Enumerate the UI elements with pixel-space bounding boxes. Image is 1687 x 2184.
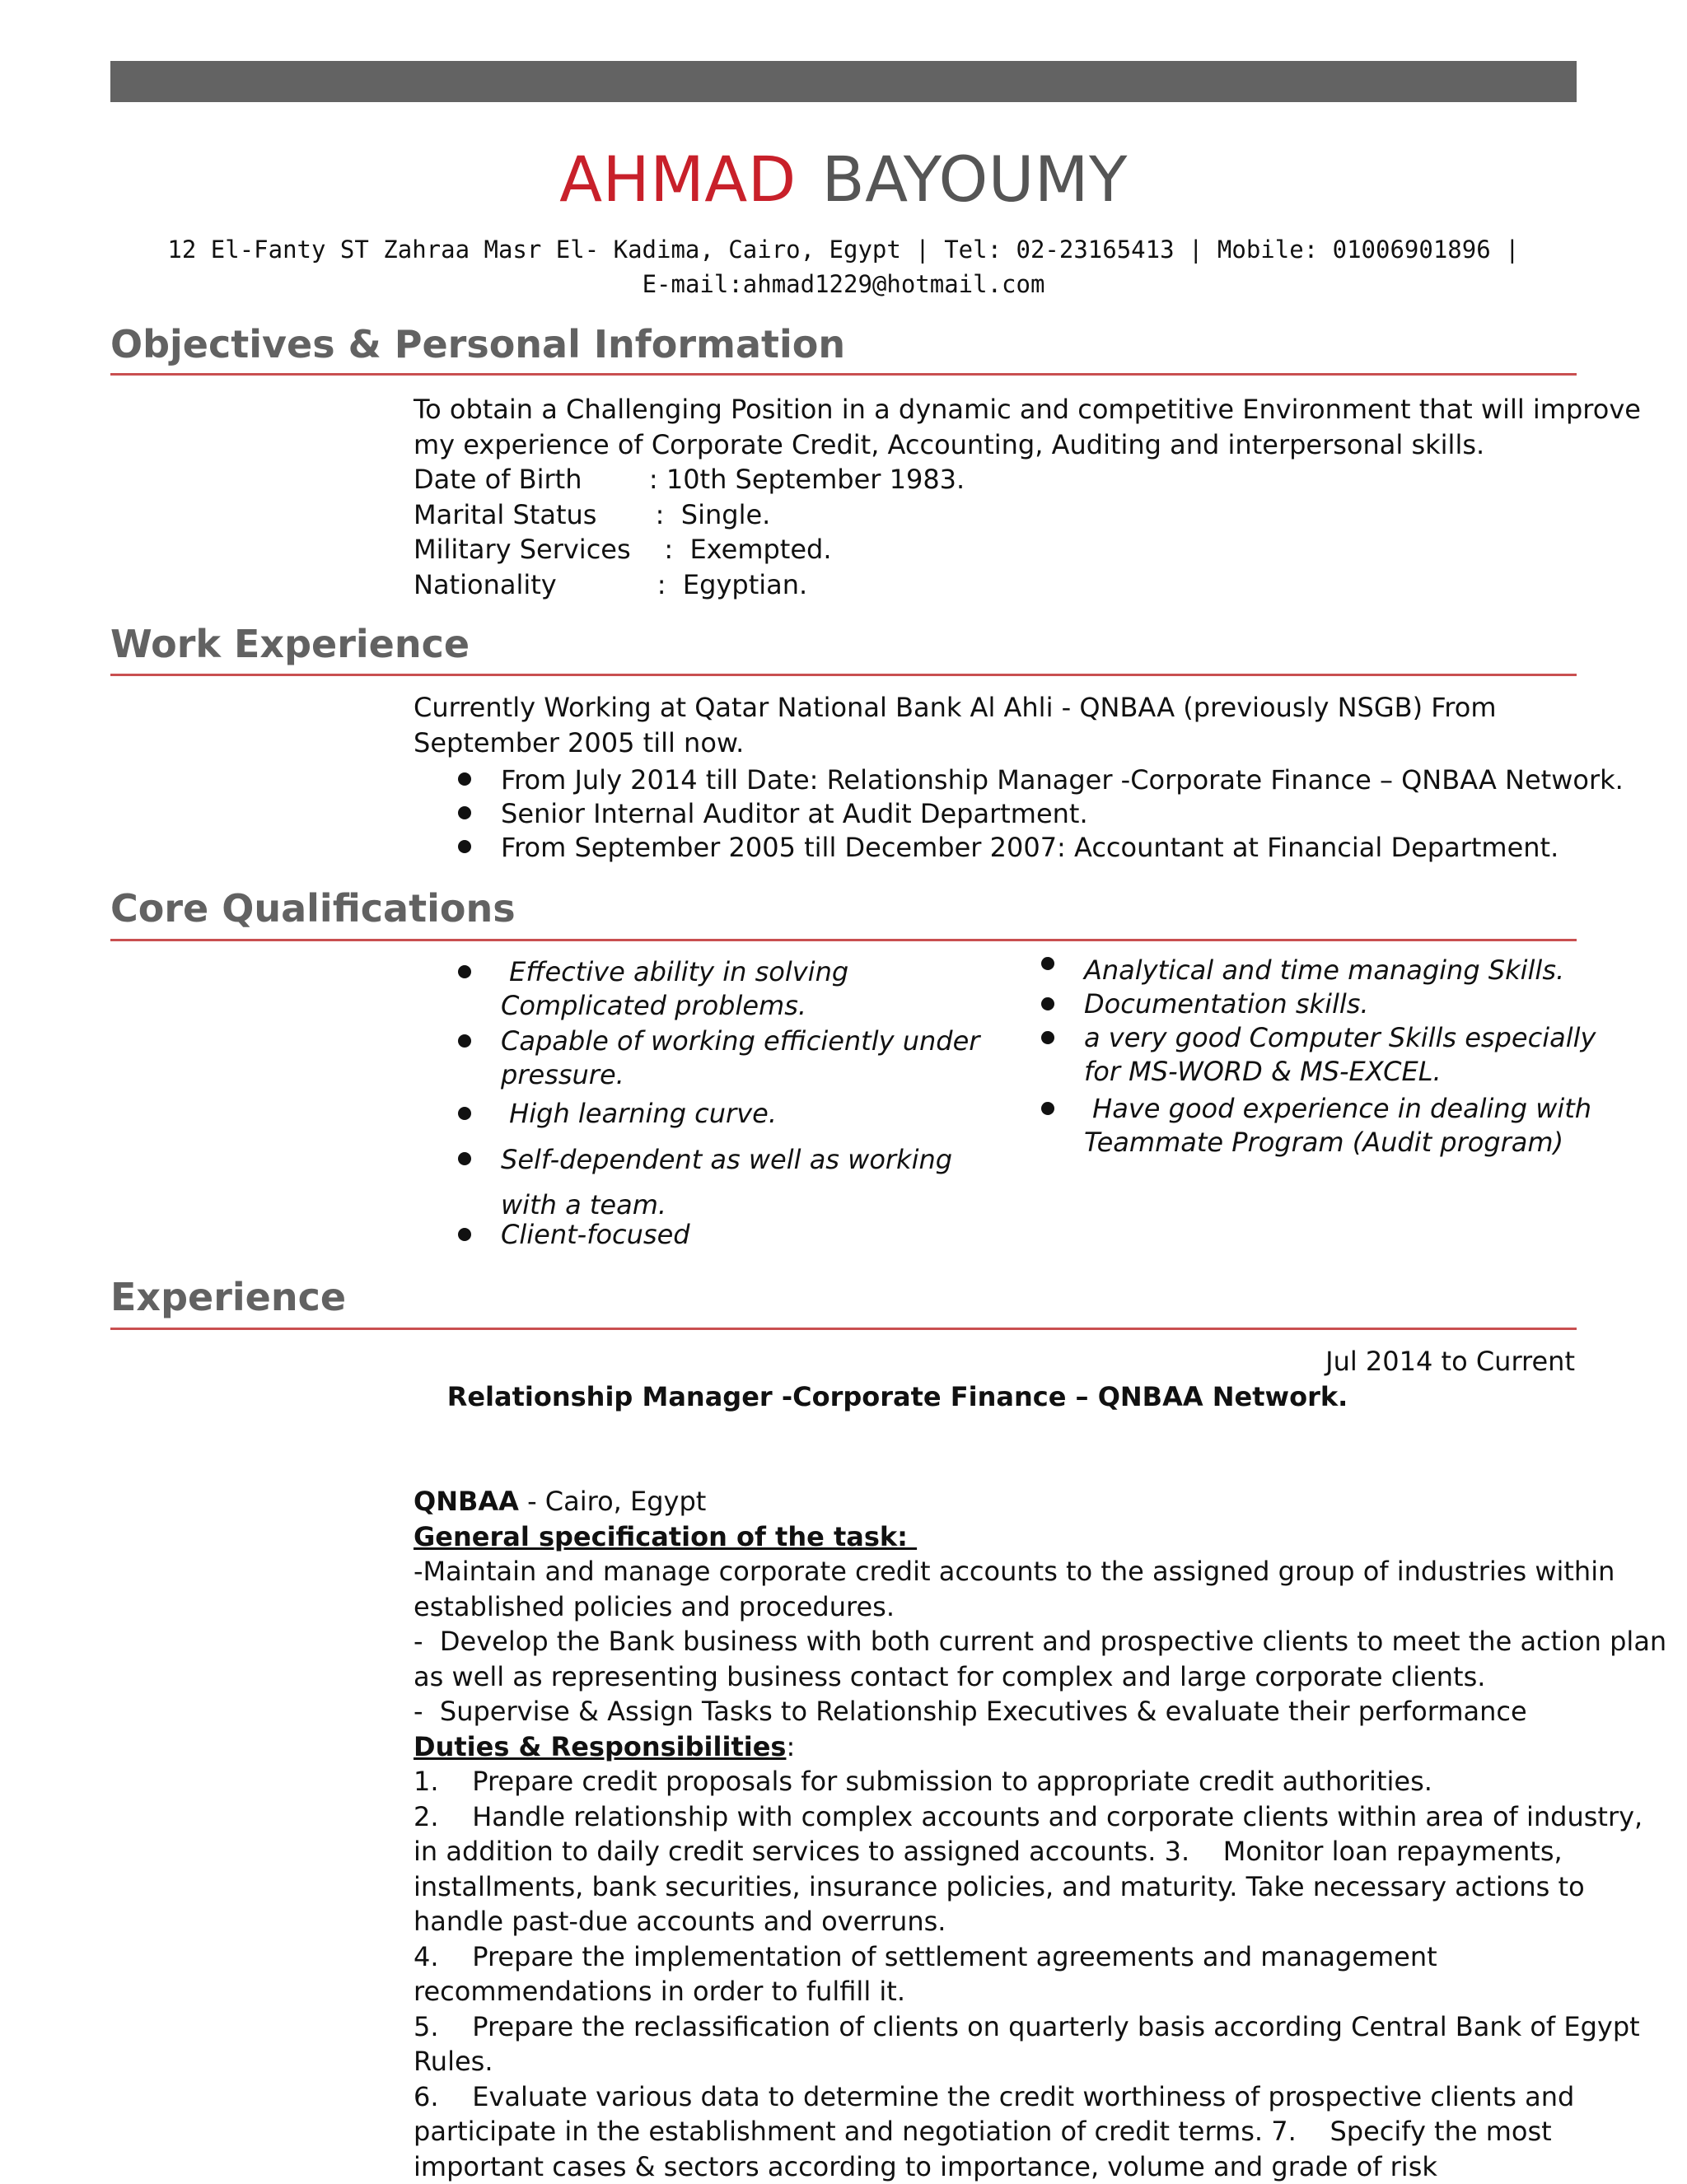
first-name: AHMAD [559, 142, 797, 216]
duty-line: 2. Handle relationship with complex accounts and corporate clients within area of industry, [414, 1799, 1575, 1835]
list-item: Analytical and time managing Skills. [997, 954, 1573, 987]
section-title-core: Core Qualifications [110, 884, 516, 933]
section-title-work: Work Experience [110, 619, 470, 669]
duties-heading: Duties & Responsibilities [414, 1731, 786, 1762]
section-rule [110, 674, 1577, 676]
marital-status: Marital Status : Single. [414, 497, 1575, 533]
bullet-icon [458, 772, 471, 786]
bullet-icon [1041, 957, 1054, 970]
list-item: From July 2014 till Date: Relationship Manager -Corporate Finance – QNBAA Network. [414, 763, 1624, 797]
duty-line: 6. Evaluate various data to determine the credit worthiness of prospective clients and [414, 2079, 1575, 2115]
duty-line: recommendations in order to fulfill it. [414, 1974, 1575, 2009]
objective-line: To obtain a Challenging Position in a dynamic and competitive Environment that will improve [414, 392, 1575, 427]
spec-heading: General specification of the task: [414, 1519, 1575, 1555]
duty-line: in addition to daily credit services to assigned accounts. 3. Monitor loan repayments, [414, 1834, 1575, 1869]
duty-line: participate in the establishment and negotiation of credit terms. 7. Specify the most [414, 2114, 1575, 2149]
bullet-icon [1041, 997, 1054, 1010]
list-item: Client-focused [414, 1218, 990, 1252]
bullet-icon [458, 1107, 471, 1120]
spec-line: -Maintain and manage corporate credit accounts to the assigned group of industries within [414, 1554, 1575, 1589]
list-item: High learning curve. [414, 1097, 990, 1131]
military-services: Military Services : Exempted. [414, 532, 1575, 567]
section-rule [110, 373, 1577, 376]
contact-address-phone: 12 El-Fanty ST Zahraa Masr El- Kadima, Cairo, Egypt | Tel: 02-23165413 | Mobile: 01006901896 | [0, 232, 1687, 267]
objective-line: my experience of Corporate Credit, Accounting, Auditing and interpersonal skills. [414, 427, 1575, 463]
duty-line: 5. Prepare the reclassification of clients on quarterly basis according Central Bank of Egypt [414, 2009, 1575, 2045]
core-left-column [414, 955, 990, 1252]
spec-line: - Supervise & Assign Tasks to Relationship Executives & evaluate their performance [414, 1694, 1575, 1729]
work-bullets [414, 763, 1624, 865]
list-item: Self-dependent as well as working with a team. [414, 1137, 990, 1228]
bullet-icon [1041, 1102, 1054, 1115]
bullet-icon [458, 1034, 471, 1048]
header-bar [110, 61, 1577, 102]
duty-line: 1. Prepare credit proposals for submission to appropriate credit authorities. [414, 1764, 1575, 1799]
list-item: Capable of working efficiently under pressure. [414, 1024, 990, 1092]
list-item: Effective ability in solving Complicated problems. [414, 955, 990, 1023]
duty-line: Rules. [414, 2044, 1575, 2079]
spec-line: established policies and procedures. [414, 1589, 1575, 1625]
nationality: Nationality : Egyptian. [414, 567, 1575, 603]
bullet-icon [458, 1228, 471, 1241]
job-title: Relationship Manager -Corporate Finance – QNBAA Network. [447, 1381, 1348, 1412]
duties-heading-line: Duties & Responsibilities: [414, 1729, 1575, 1765]
duty-line: important cases & sectors according to importance, volume and grade of risk [414, 2149, 1575, 2184]
job-company-line [414, 1484, 1575, 1519]
list-item: Documentation skills. [997, 987, 1573, 1021]
section-rule [110, 1328, 1577, 1330]
objectives-body [414, 392, 1575, 602]
bullet-icon [458, 806, 471, 819]
date-of-birth: Date of Birth : 10th September 1983. [414, 462, 1575, 497]
spec-line: - Develop the Bank business with both current and prospective clients to meet the action plan [414, 1624, 1575, 1659]
contact-email: E-mail:ahmad1229@hotmail.com [0, 267, 1687, 301]
section-title-experience: Experience [110, 1272, 346, 1322]
list-item: Have good experience in dealing with Teammate Program (Audit program) [997, 1092, 1573, 1160]
bullet-icon [458, 1152, 471, 1165]
work-line: Currently Working at Qatar National Bank Al Ahli - QNBAA (previously NSGB) From [414, 690, 1575, 726]
list-item: Senior Internal Auditor at Audit Department. [414, 797, 1624, 831]
spec-line: as well as representing business contact for complex and large corporate clients. [414, 1659, 1575, 1695]
company-location: - Cairo, Egypt [519, 1486, 706, 1517]
work-line: September 2005 till now. [414, 726, 1575, 761]
duty-line: handle past-due accounts and overruns. [414, 1904, 1575, 1939]
job-header [414, 1344, 1575, 1484]
section-rule [110, 939, 1577, 941]
company-name: QNBAA [414, 1486, 519, 1517]
candidate-name [0, 138, 1687, 221]
duty-line: 4. Prepare the implementation of settlement agreements and management [414, 1939, 1575, 1975]
list-item: a very good Computer Skills especially for MS-WORD & MS-EXCEL. [997, 1021, 1573, 1089]
experience-body [414, 1344, 1575, 2184]
list-item: From September 2005 till December 2007: Accountant at Financial Department. [414, 831, 1624, 865]
contact-info [0, 232, 1687, 301]
last-name: BAYOUMY [821, 142, 1127, 216]
job-dates: Jul 2014 to Current [1325, 1344, 1575, 1379]
bullet-icon [1041, 1031, 1054, 1044]
core-right-column [997, 954, 1573, 1160]
bullet-icon [458, 965, 471, 978]
duty-line: installments, bank securities, insurance policies, and maturity. Take necessary actions to [414, 1869, 1575, 1905]
bullet-icon [458, 840, 471, 853]
work-body [414, 690, 1575, 760]
section-title-objectives: Objectives & Personal Information [110, 320, 845, 369]
